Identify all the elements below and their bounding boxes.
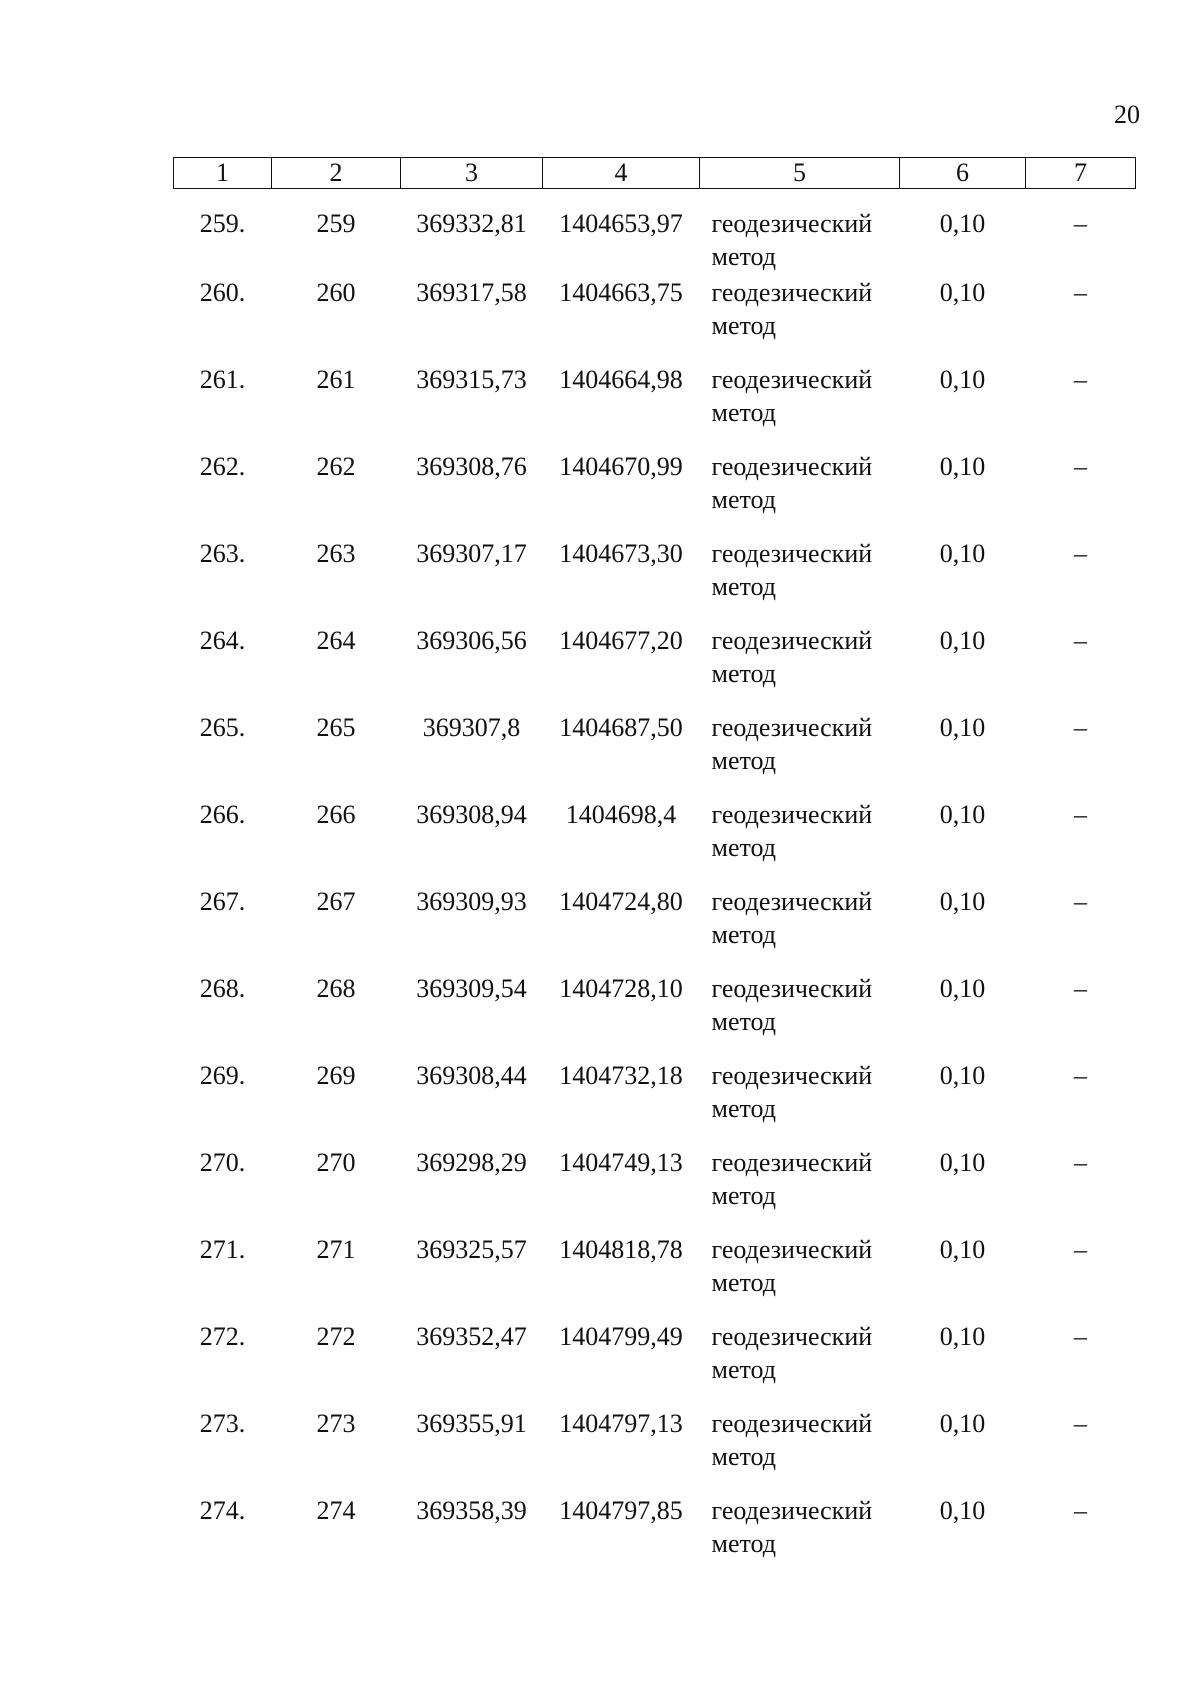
coord-y-cell: 1404653,97 <box>559 209 683 238</box>
coord-x-cell: 369307,8 <box>422 713 521 742</box>
row-number-cell: 265. <box>199 713 246 742</box>
header-col-5: 5 <box>700 158 900 189</box>
method-line-1: геодезический <box>711 1235 873 1264</box>
point-number-cell: 271 <box>316 1235 356 1264</box>
method-line-1: геодезический <box>711 887 873 916</box>
coord-y-cell: 1404799,49 <box>559 1322 683 1351</box>
point-number-cell: 262 <box>316 452 356 481</box>
row-number-cell: 272. <box>199 1322 246 1351</box>
point-number-cell: 268 <box>316 974 356 1003</box>
method-cell <box>700 1059 900 1146</box>
note-cell: – <box>1074 1496 1087 1525</box>
accuracy-cell: 0,10 <box>939 1496 986 1525</box>
point-number-cell: 265 <box>316 713 356 742</box>
accuracy-cell: 0,10 <box>939 452 986 481</box>
header-col-1: 1 <box>174 158 272 189</box>
row-number-cell: 271. <box>199 1235 246 1264</box>
table-row <box>174 711 1136 798</box>
method-line-2: метод <box>711 659 776 688</box>
method-line-1: геодезический <box>711 974 873 1003</box>
accuracy-cell: 0,10 <box>939 800 986 829</box>
note-cell: – <box>1074 713 1087 742</box>
header-col-3: 3 <box>401 158 543 189</box>
coord-y-cell: 1404677,20 <box>559 626 683 655</box>
method-line-1: геодезический <box>711 1322 873 1351</box>
accuracy-cell: 0,10 <box>939 1061 986 1090</box>
coord-x-cell: 369309,54 <box>416 974 527 1003</box>
header-row <box>174 158 1136 189</box>
coord-y-cell: 1404670,99 <box>559 452 683 481</box>
table-row <box>174 537 1136 624</box>
header-col-6: 6 <box>900 158 1026 189</box>
method-line-1: геодезический <box>711 626 873 655</box>
method-line-1: геодезический <box>711 365 873 394</box>
table-row <box>174 189 1136 277</box>
note-cell: – <box>1074 1061 1087 1090</box>
table-row <box>174 1146 1136 1233</box>
row-number-cell: 269. <box>199 1061 246 1090</box>
note-cell: – <box>1074 974 1087 1003</box>
table-row <box>174 972 1136 1059</box>
method-line-1: геодезический <box>711 1148 873 1177</box>
point-number-cell: 260 <box>316 278 356 307</box>
coord-y-cell: 1404797,13 <box>559 1409 683 1438</box>
note-cell: – <box>1074 800 1087 829</box>
accuracy-cell: 0,10 <box>939 365 986 394</box>
accuracy-cell: 0,10 <box>939 887 986 916</box>
coord-y-cell: 1404698,4 <box>565 800 677 829</box>
note-cell: – <box>1074 209 1087 238</box>
coord-x-cell: 369309,93 <box>416 887 527 916</box>
coord-x-cell: 369358,39 <box>416 1496 527 1525</box>
row-number-cell: 264. <box>199 626 246 655</box>
row-number-cell: 268. <box>199 974 246 1003</box>
method-line-1: геодезический <box>711 800 873 829</box>
table-row <box>174 1494 1136 1581</box>
table-row <box>174 1059 1136 1146</box>
method-line-1: геодезический <box>711 452 873 481</box>
note-cell: – <box>1074 1322 1087 1351</box>
method-line-2: метод <box>711 1268 776 1297</box>
accuracy-cell: 0,10 <box>939 974 986 1003</box>
row-number-cell: 261. <box>199 365 246 394</box>
method-cell <box>700 1407 900 1494</box>
point-number-cell: 261 <box>316 365 356 394</box>
coord-x-cell: 369332,81 <box>416 209 527 238</box>
row-number-cell: 259. <box>199 209 246 238</box>
coord-y-cell: 1404797,85 <box>559 1496 683 1525</box>
method-line-2: метод <box>711 242 776 271</box>
table-row <box>174 624 1136 711</box>
point-number-cell: 269 <box>316 1061 356 1090</box>
point-number-cell: 266 <box>316 800 356 829</box>
method-line-2: метод <box>711 746 776 775</box>
point-number-cell: 273 <box>316 1409 356 1438</box>
method-cell <box>700 1494 900 1581</box>
table-row <box>174 276 1136 363</box>
method-cell <box>700 1320 900 1407</box>
method-cell <box>700 189 900 277</box>
table-row <box>174 1320 1136 1407</box>
note-cell: – <box>1074 1235 1087 1264</box>
accuracy-cell: 0,10 <box>939 1235 986 1264</box>
accuracy-cell: 0,10 <box>939 626 986 655</box>
method-line-2: метод <box>711 398 776 427</box>
method-cell <box>700 798 900 885</box>
coord-y-cell: 1404732,18 <box>559 1061 683 1090</box>
method-line-1: геодезический <box>711 278 873 307</box>
coord-y-cell: 1404728,10 <box>559 974 683 1003</box>
page-number: 20 <box>1114 100 1140 129</box>
coord-y-cell: 1404818,78 <box>559 1235 683 1264</box>
table-row <box>174 450 1136 537</box>
row-number-cell: 263. <box>199 539 246 568</box>
note-cell: – <box>1074 1409 1087 1438</box>
point-number-cell: 259 <box>316 209 356 238</box>
coordinates-table <box>173 157 1136 1581</box>
header-col-4: 4 <box>543 158 700 189</box>
method-line-2: метод <box>711 920 776 949</box>
coord-y-cell: 1404749,13 <box>559 1148 683 1177</box>
method-line-2: метод <box>711 1442 776 1471</box>
method-line-1: геодезический <box>711 1496 873 1525</box>
note-cell: – <box>1074 539 1087 568</box>
method-line-1: геодезический <box>711 1409 873 1438</box>
coord-y-cell: 1404724,80 <box>559 887 683 916</box>
accuracy-cell: 0,10 <box>939 278 986 307</box>
coord-y-cell: 1404664,98 <box>559 365 683 394</box>
accuracy-cell: 0,10 <box>939 713 986 742</box>
header-col-7: 7 <box>1026 158 1136 189</box>
coord-x-cell: 369325,57 <box>416 1235 527 1264</box>
note-cell: – <box>1074 278 1087 307</box>
coord-x-cell: 369352,47 <box>416 1322 527 1351</box>
method-line-1: геодезический <box>711 713 873 742</box>
method-line-2: метод <box>711 485 776 514</box>
table-row <box>174 1407 1136 1494</box>
row-number-cell: 270. <box>199 1148 246 1177</box>
method-cell <box>700 450 900 537</box>
accuracy-cell: 0,10 <box>939 539 986 568</box>
coord-x-cell: 369308,76 <box>416 452 527 481</box>
method-line-2: метод <box>711 1094 776 1123</box>
method-cell <box>700 972 900 1059</box>
method-cell <box>700 1146 900 1233</box>
point-number-cell: 270 <box>316 1148 356 1177</box>
table-row <box>174 885 1136 972</box>
point-number-cell: 274 <box>316 1496 356 1525</box>
accuracy-cell: 0,10 <box>939 1409 986 1438</box>
header-col-2: 2 <box>272 158 401 189</box>
accuracy-cell: 0,10 <box>939 1322 986 1351</box>
coord-x-cell: 369355,91 <box>416 1409 527 1438</box>
coord-x-cell: 369298,29 <box>416 1148 527 1177</box>
method-line-2: метод <box>711 311 776 340</box>
method-line-2: метод <box>711 833 776 862</box>
method-line-1: геодезический <box>711 539 873 568</box>
coord-x-cell: 369315,73 <box>416 365 527 394</box>
point-number-cell: 263 <box>316 539 356 568</box>
note-cell: – <box>1074 1148 1087 1177</box>
method-line-2: метод <box>711 1529 776 1558</box>
row-number-cell: 266. <box>199 800 246 829</box>
method-cell <box>700 711 900 798</box>
method-line-2: метод <box>711 1181 776 1210</box>
accuracy-cell: 0,10 <box>939 1148 986 1177</box>
method-cell <box>700 1233 900 1320</box>
table-header <box>174 158 1136 189</box>
coord-y-cell: 1404663,75 <box>559 278 683 307</box>
row-number-cell: 274. <box>199 1496 246 1525</box>
note-cell: – <box>1074 887 1087 916</box>
point-number-cell: 272 <box>316 1322 356 1351</box>
method-cell <box>700 624 900 711</box>
coord-x-cell: 369306,56 <box>416 626 527 655</box>
row-number-cell: 260. <box>199 278 246 307</box>
note-cell: – <box>1074 365 1087 394</box>
method-cell <box>700 885 900 972</box>
coord-x-cell: 369307,17 <box>416 539 527 568</box>
point-number-cell: 267 <box>316 887 356 916</box>
method-cell <box>700 276 900 363</box>
coord-x-cell: 369308,44 <box>416 1061 527 1090</box>
note-cell: – <box>1074 626 1087 655</box>
point-number-cell: 264 <box>316 626 356 655</box>
method-cell <box>700 363 900 450</box>
coord-y-cell: 1404687,50 <box>559 713 683 742</box>
method-line-1: геодезический <box>711 1061 873 1090</box>
method-line-1: геодезический <box>711 209 873 238</box>
table-body <box>174 189 1136 1582</box>
table-row <box>174 1233 1136 1320</box>
row-number-cell: 267. <box>199 887 246 916</box>
accuracy-cell: 0,10 <box>939 209 986 238</box>
method-line-2: метод <box>711 1355 776 1384</box>
coord-y-cell: 1404673,30 <box>559 539 683 568</box>
coord-x-cell: 369317,58 <box>416 278 527 307</box>
note-cell: – <box>1074 452 1087 481</box>
method-line-2: метод <box>711 572 776 601</box>
method-line-2: метод <box>711 1007 776 1036</box>
row-number-cell: 262. <box>199 452 246 481</box>
method-cell <box>700 537 900 624</box>
table-row <box>174 363 1136 450</box>
row-number-cell: 273. <box>199 1409 246 1438</box>
coord-x-cell: 369308,94 <box>416 800 527 829</box>
table-row <box>174 798 1136 885</box>
